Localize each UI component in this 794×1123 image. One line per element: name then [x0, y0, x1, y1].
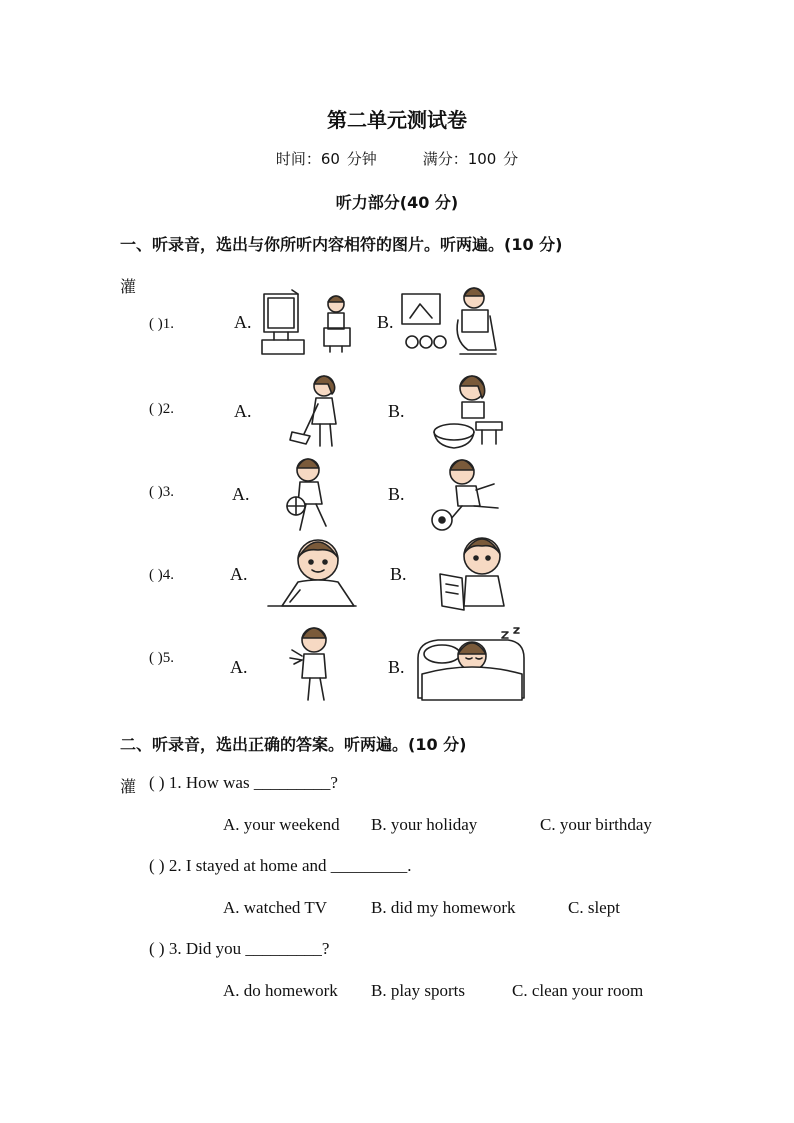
section1-heading: 一、听录音，选出与你所听内容相符的图片。听两遍。(10 分)	[120, 235, 563, 254]
question1-option-b[interactable]: B. your holiday	[371, 815, 478, 834]
item5-number[interactable]: ( )5.	[149, 650, 174, 666]
item3-option-b[interactable]: B.	[388, 484, 405, 504]
item2-number[interactable]: ( )2.	[149, 401, 174, 417]
cinema-picture	[400, 284, 500, 356]
item2-option-b[interactable]: B.	[388, 401, 405, 421]
question3-option-a[interactable]: A. do homework	[223, 981, 338, 1000]
item5-option-b[interactable]: B.	[388, 657, 405, 677]
sneezing-boy-picture	[284, 624, 340, 706]
question2-option-b[interactable]: B. did my homework	[371, 898, 516, 917]
item4-option-b[interactable]: B.	[390, 564, 407, 584]
full-score: 满分：100 分	[422, 150, 519, 168]
writing-homework-picture	[268, 536, 358, 612]
washing-clothes-picture	[430, 372, 508, 452]
question2-option-a[interactable]: A. watched TV	[223, 898, 328, 917]
item3-option-a[interactable]: A.	[232, 484, 250, 504]
item1-number[interactable]: ( )1.	[149, 316, 174, 332]
exam-meta	[0, 148, 794, 169]
item4-option-a[interactable]: A.	[230, 564, 248, 584]
item2-option-a[interactable]: A.	[234, 401, 252, 421]
reading-book-picture	[436, 534, 508, 614]
question3-option-c[interactable]: C. clean your room	[512, 981, 644, 1000]
section2-mark: 灌	[120, 777, 137, 796]
item3-number[interactable]: ( )3.	[149, 484, 174, 500]
section1-mark: 灌	[120, 277, 137, 296]
page-title: 第二单元测试卷	[327, 108, 467, 132]
tv-watching-picture	[262, 288, 357, 356]
item1-option-b[interactable]: B.	[377, 312, 394, 332]
sweeping-floor-picture	[284, 372, 348, 452]
question1-option-a[interactable]: A. your weekend	[223, 815, 340, 834]
question2-option-c[interactable]: C. slept	[568, 898, 620, 917]
item1-option-a[interactable]: A.	[234, 312, 252, 332]
question3-option-b[interactable]: B. play sports	[371, 981, 465, 1000]
question1-option-c[interactable]: C. your birthday	[540, 815, 652, 834]
sleeping-in-bed-picture	[414, 628, 526, 706]
question1-stem[interactable]: ( ) 1. How was _________?	[149, 773, 338, 792]
playing-football-picture	[428, 456, 508, 534]
time-limit: 时间：60 分钟	[275, 150, 377, 168]
playing-basketball-picture	[282, 456, 342, 536]
item4-number[interactable]: ( )4.	[149, 567, 174, 583]
question3-stem[interactable]: ( ) 3. Did you _________?	[149, 939, 330, 958]
listening-part-heading: 听力部分(40 分)	[335, 193, 459, 212]
item5-option-a[interactable]: A.	[230, 657, 248, 677]
section2-heading: 二、听录音，选出正确的答案。听两遍。(10 分)	[120, 735, 467, 754]
question2-stem[interactable]: ( ) 2. I stayed at home and _________.	[149, 856, 412, 875]
